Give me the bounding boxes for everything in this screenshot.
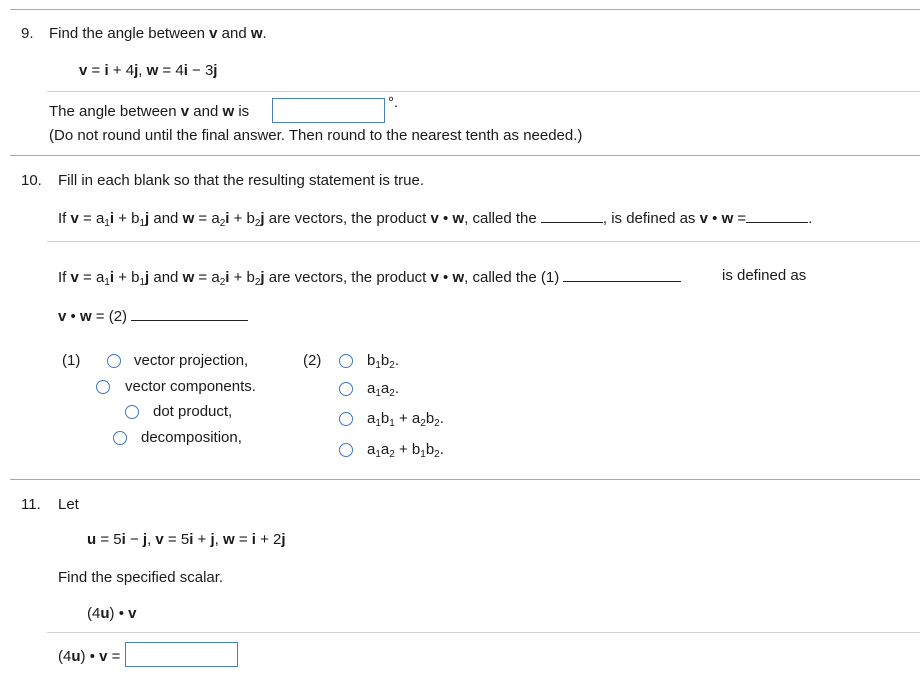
blank-1 xyxy=(541,208,603,223)
question-11-expression: (4u) • v xyxy=(87,605,137,622)
divider-q9-answer xyxy=(47,91,920,92)
divider-q9-q10 xyxy=(10,155,920,156)
option-2-0-label[interactable]: $b_1b_2$. xyxy=(367,352,399,371)
question-9-answer-label: The angle between v and w is xyxy=(49,103,250,120)
question-11-vectors: u = 5i − j, v = 5i + j, w = i + 2j xyxy=(87,531,286,548)
question-10-answer-statement: If $v = a_1i + b_1j$ and $w = a_2i + b_2j$ are vectors, the product v • w, called the (1) xyxy=(58,267,681,286)
divider-q10-q11 xyxy=(10,479,920,480)
question-11-number: 11. xyxy=(21,496,41,513)
dot-product-formula: v • w = (2) xyxy=(58,306,248,325)
question-11-answer-label: (4u) • v = xyxy=(58,648,121,665)
question-11-find: Find the specified scalar. xyxy=(58,569,224,586)
option-group-2-label: (2) xyxy=(303,352,322,369)
option-2-1-label[interactable]: $a_1a_2$. xyxy=(367,380,399,399)
question-10-statement: If $v = a_1i + b_1j$ and $w = a_2i + b_2j$ are vectors, the product v • w, called the , is defined as v • w = . xyxy=(58,210,813,229)
question-10-number: 10. xyxy=(21,172,42,189)
question-9-prompt: Find the angle between v and w. xyxy=(49,25,267,42)
divider-q10-answer xyxy=(47,241,920,242)
option-group-1-label: (1) xyxy=(62,352,81,369)
question-9-vectors: v = i + 4j, w = 4i − 3j xyxy=(79,62,218,79)
question-9-number: 9. xyxy=(21,25,34,42)
question-9-answer-input[interactable] xyxy=(272,98,385,123)
degree-symbol: °. xyxy=(388,94,399,111)
question-9-rounding-note: (Do not round until the final answer. Then round to the nearest tenth as needed.) xyxy=(49,127,583,144)
answer-blank-1[interactable] xyxy=(563,267,681,282)
option-2-2-label[interactable]: $a_1b_1 + a_2b_2$. xyxy=(367,410,444,429)
answer-blank-2[interactable] xyxy=(131,306,248,321)
blank-2 xyxy=(746,208,808,223)
radio-option-2-1[interactable] xyxy=(339,382,353,396)
radio-option-1-2[interactable] xyxy=(125,405,139,419)
radio-option-1-3[interactable] xyxy=(113,431,127,445)
question-11-answer-input[interactable] xyxy=(125,642,238,667)
option-1-1-label[interactable]: vector components. xyxy=(125,378,256,395)
option-2-3-label[interactable]: $a_1a_2 + b_1b_2$. xyxy=(367,441,444,460)
radio-option-2-0[interactable] xyxy=(339,354,353,368)
radio-option-2-2[interactable] xyxy=(339,412,353,426)
divider-top xyxy=(10,9,920,10)
radio-option-2-3[interactable] xyxy=(339,443,353,457)
radio-option-1-1[interactable] xyxy=(96,380,110,394)
option-1-3-label[interactable]: decomposition, xyxy=(141,429,242,446)
question-11-let: Let xyxy=(58,496,79,513)
is-defined-as-label: is defined as xyxy=(722,267,807,284)
question-10-prompt: Fill in each blank so that the resulting statement is true. xyxy=(58,172,425,189)
divider-q11-answer xyxy=(47,632,920,633)
option-1-2-label[interactable]: dot product, xyxy=(153,403,233,420)
radio-option-1-0[interactable] xyxy=(107,354,121,368)
option-1-0-label[interactable]: vector projection, xyxy=(134,352,249,369)
